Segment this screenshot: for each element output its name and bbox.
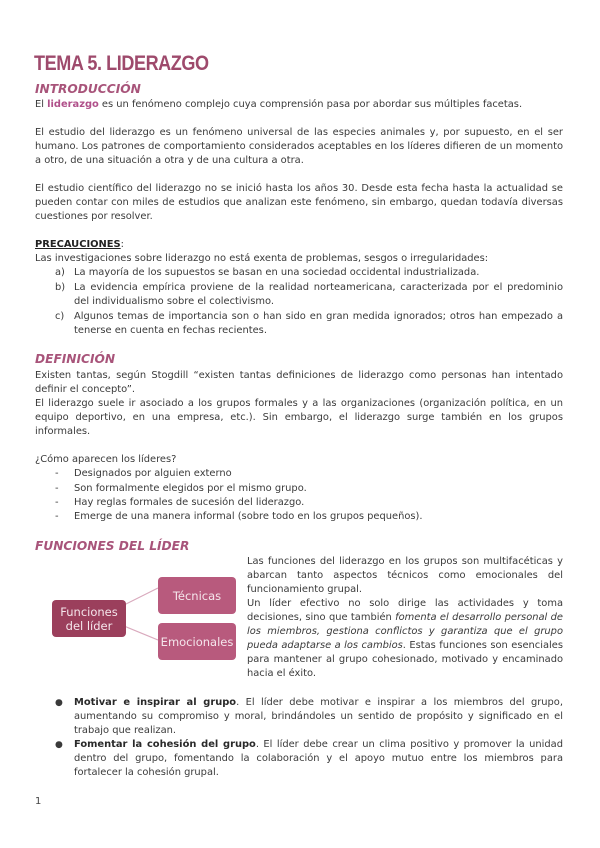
precaucion-item: La mayoría de los supuestos se basan en una sociedad occidental industrializada. bbox=[74, 267, 480, 278]
diagram-branch-label: Emocionales bbox=[160, 634, 234, 649]
precauciones-intro: Las investigaciones sobre liderazgo no está exenta de problemas, sesgos o irregularidades: bbox=[35, 253, 489, 264]
side-p2-text-end: . Estas funciones son esenciales para mantener al grupo cohesionado, motivado y encaminado hacia el éxito. bbox=[247, 640, 563, 679]
definicion-heading: DEFINICIÓN bbox=[35, 352, 116, 366]
bullet-icon: ● bbox=[55, 698, 63, 708]
precaucion-item: La evidencia empírica proviene de la realidad norteamericana, caracterizada por el predominio del individualismo sobre el colectivismo. bbox=[74, 282, 563, 307]
precauciones-label bbox=[35, 238, 124, 252]
bullet-title: Fomentar la cohesión del grupo bbox=[74, 739, 256, 750]
definicion-paragraph-2: El liderazgo suele ir asociado a los grupos formales y a las organizaciones (organización política, en un equipo deportivo, en una empresa, etc.). Sin embargo, el liderazgo surge también en los grupos informales. bbox=[35, 398, 563, 437]
bullet-text: . El líder debe crear un clima positivo y promover la unidad dentro del grupo, fomentando la colaboración y el apoyo mutuo entre los miembros para fortalecer la cohesión grupal. bbox=[74, 739, 563, 778]
funciones-heading: FUNCIONES DEL LÍDER bbox=[35, 539, 190, 553]
list-marker: b) bbox=[55, 282, 66, 293]
list-marker: - bbox=[55, 468, 59, 479]
leader-origin-item: Designados por alguien externo bbox=[74, 468, 232, 479]
funcion-bullet bbox=[74, 738, 563, 780]
intro-p1-pre: El bbox=[35, 99, 48, 110]
intro-paragraph-2: El estudio del liderazgo es un fenómeno universal de las especies animales y, por supuesto, en el ser humano. Los patrones de comportamiento considerados aceptables en los líderes difieren de un momento a otro, de una situación a otra y de una cultura a otra. bbox=[35, 127, 563, 166]
diagram-connector bbox=[124, 588, 158, 605]
list-marker: - bbox=[55, 497, 59, 508]
page-number: 1 bbox=[35, 796, 42, 807]
precauciones-title: PRECAUCIONES bbox=[35, 239, 121, 250]
intro-paragraph-3: El estudio científico del liderazgo no se inició hasta los años 30. Desde esta fecha hasta la actualidad se pueden contar con miles de estudios que analizan este fenómeno, sin embargo, quedan todavía diversas cuestiones por resolver. bbox=[35, 183, 563, 222]
diagram-node-emocionales bbox=[158, 623, 236, 660]
bullet-icon: ● bbox=[55, 740, 63, 750]
diagram-connector bbox=[124, 626, 158, 640]
diagram-node-tecnicas bbox=[158, 577, 236, 614]
definicion-paragraph-1: Existen tantas, según Stogdill “existen tantas definiciones de liderazgo como personas han intentado definir el concepto”. bbox=[35, 370, 563, 395]
bullet-text: . El líder debe motivar e inspirar a los miembros del grupo, aumentando su compromiso y moral, brindándoles un sentido de propósito y significado en el trabajo que realizan. bbox=[74, 697, 563, 736]
intro-paragraph-1 bbox=[35, 98, 522, 112]
list-marker: c) bbox=[55, 311, 65, 322]
funciones-side-paragraph-2 bbox=[247, 597, 563, 681]
funcion-bullet bbox=[74, 696, 563, 738]
precauciones-colon: : bbox=[120, 239, 124, 250]
definicion-question: ¿Cómo aparecen los líderes? bbox=[35, 454, 177, 465]
list-marker: - bbox=[55, 511, 59, 522]
page-title: TEMA 5. LIDERAZGO bbox=[34, 52, 209, 75]
intro-heading: INTRODUCCIÓN bbox=[35, 82, 141, 96]
leader-origin-item: Son formalmente elegidos por el mismo grupo. bbox=[74, 483, 307, 494]
list-marker: a) bbox=[55, 267, 65, 278]
bullet-title: Motivar e inspirar al grupo bbox=[74, 697, 237, 708]
leader-origin-item: Emerge de una manera informal (sobre todo en los grupos pequeños). bbox=[74, 511, 423, 522]
diagram-main-label: Funciones del líder bbox=[60, 604, 118, 633]
side-p2-italic: fomenta el desarrollo personal de los miembros, gestiona conflictos y garantiza que el grupo pueda adaptarse a los cambios bbox=[247, 612, 563, 651]
keyword-liderazgo: liderazgo bbox=[47, 99, 99, 110]
list-marker: - bbox=[55, 483, 59, 494]
diagram-main-node bbox=[52, 600, 126, 637]
diagram-branch-label: Técnicas bbox=[172, 588, 222, 603]
funciones-side-paragraph-1: Las funciones del liderazgo en los grupos son multifacéticas y abarcan tanto aspectos técnicos como emocionales del funcionamiento grupal. bbox=[247, 556, 563, 595]
intro-p1-post: es un fenómeno complejo cuya comprensión pasa por abordar sus múltiples facetas. bbox=[98, 99, 523, 110]
side-p2-text: Un líder efectivo no solo dirige las actividades y toma decisiones, sino que también bbox=[247, 598, 563, 623]
precaucion-item: Algunos temas de importancia son o han sido en gran medida ignorados; otros han empezado a tenerse en cuenta en fechas recientes. bbox=[74, 311, 563, 336]
leader-origin-item: Hay reglas formales de sucesión del liderazgo. bbox=[74, 497, 305, 508]
